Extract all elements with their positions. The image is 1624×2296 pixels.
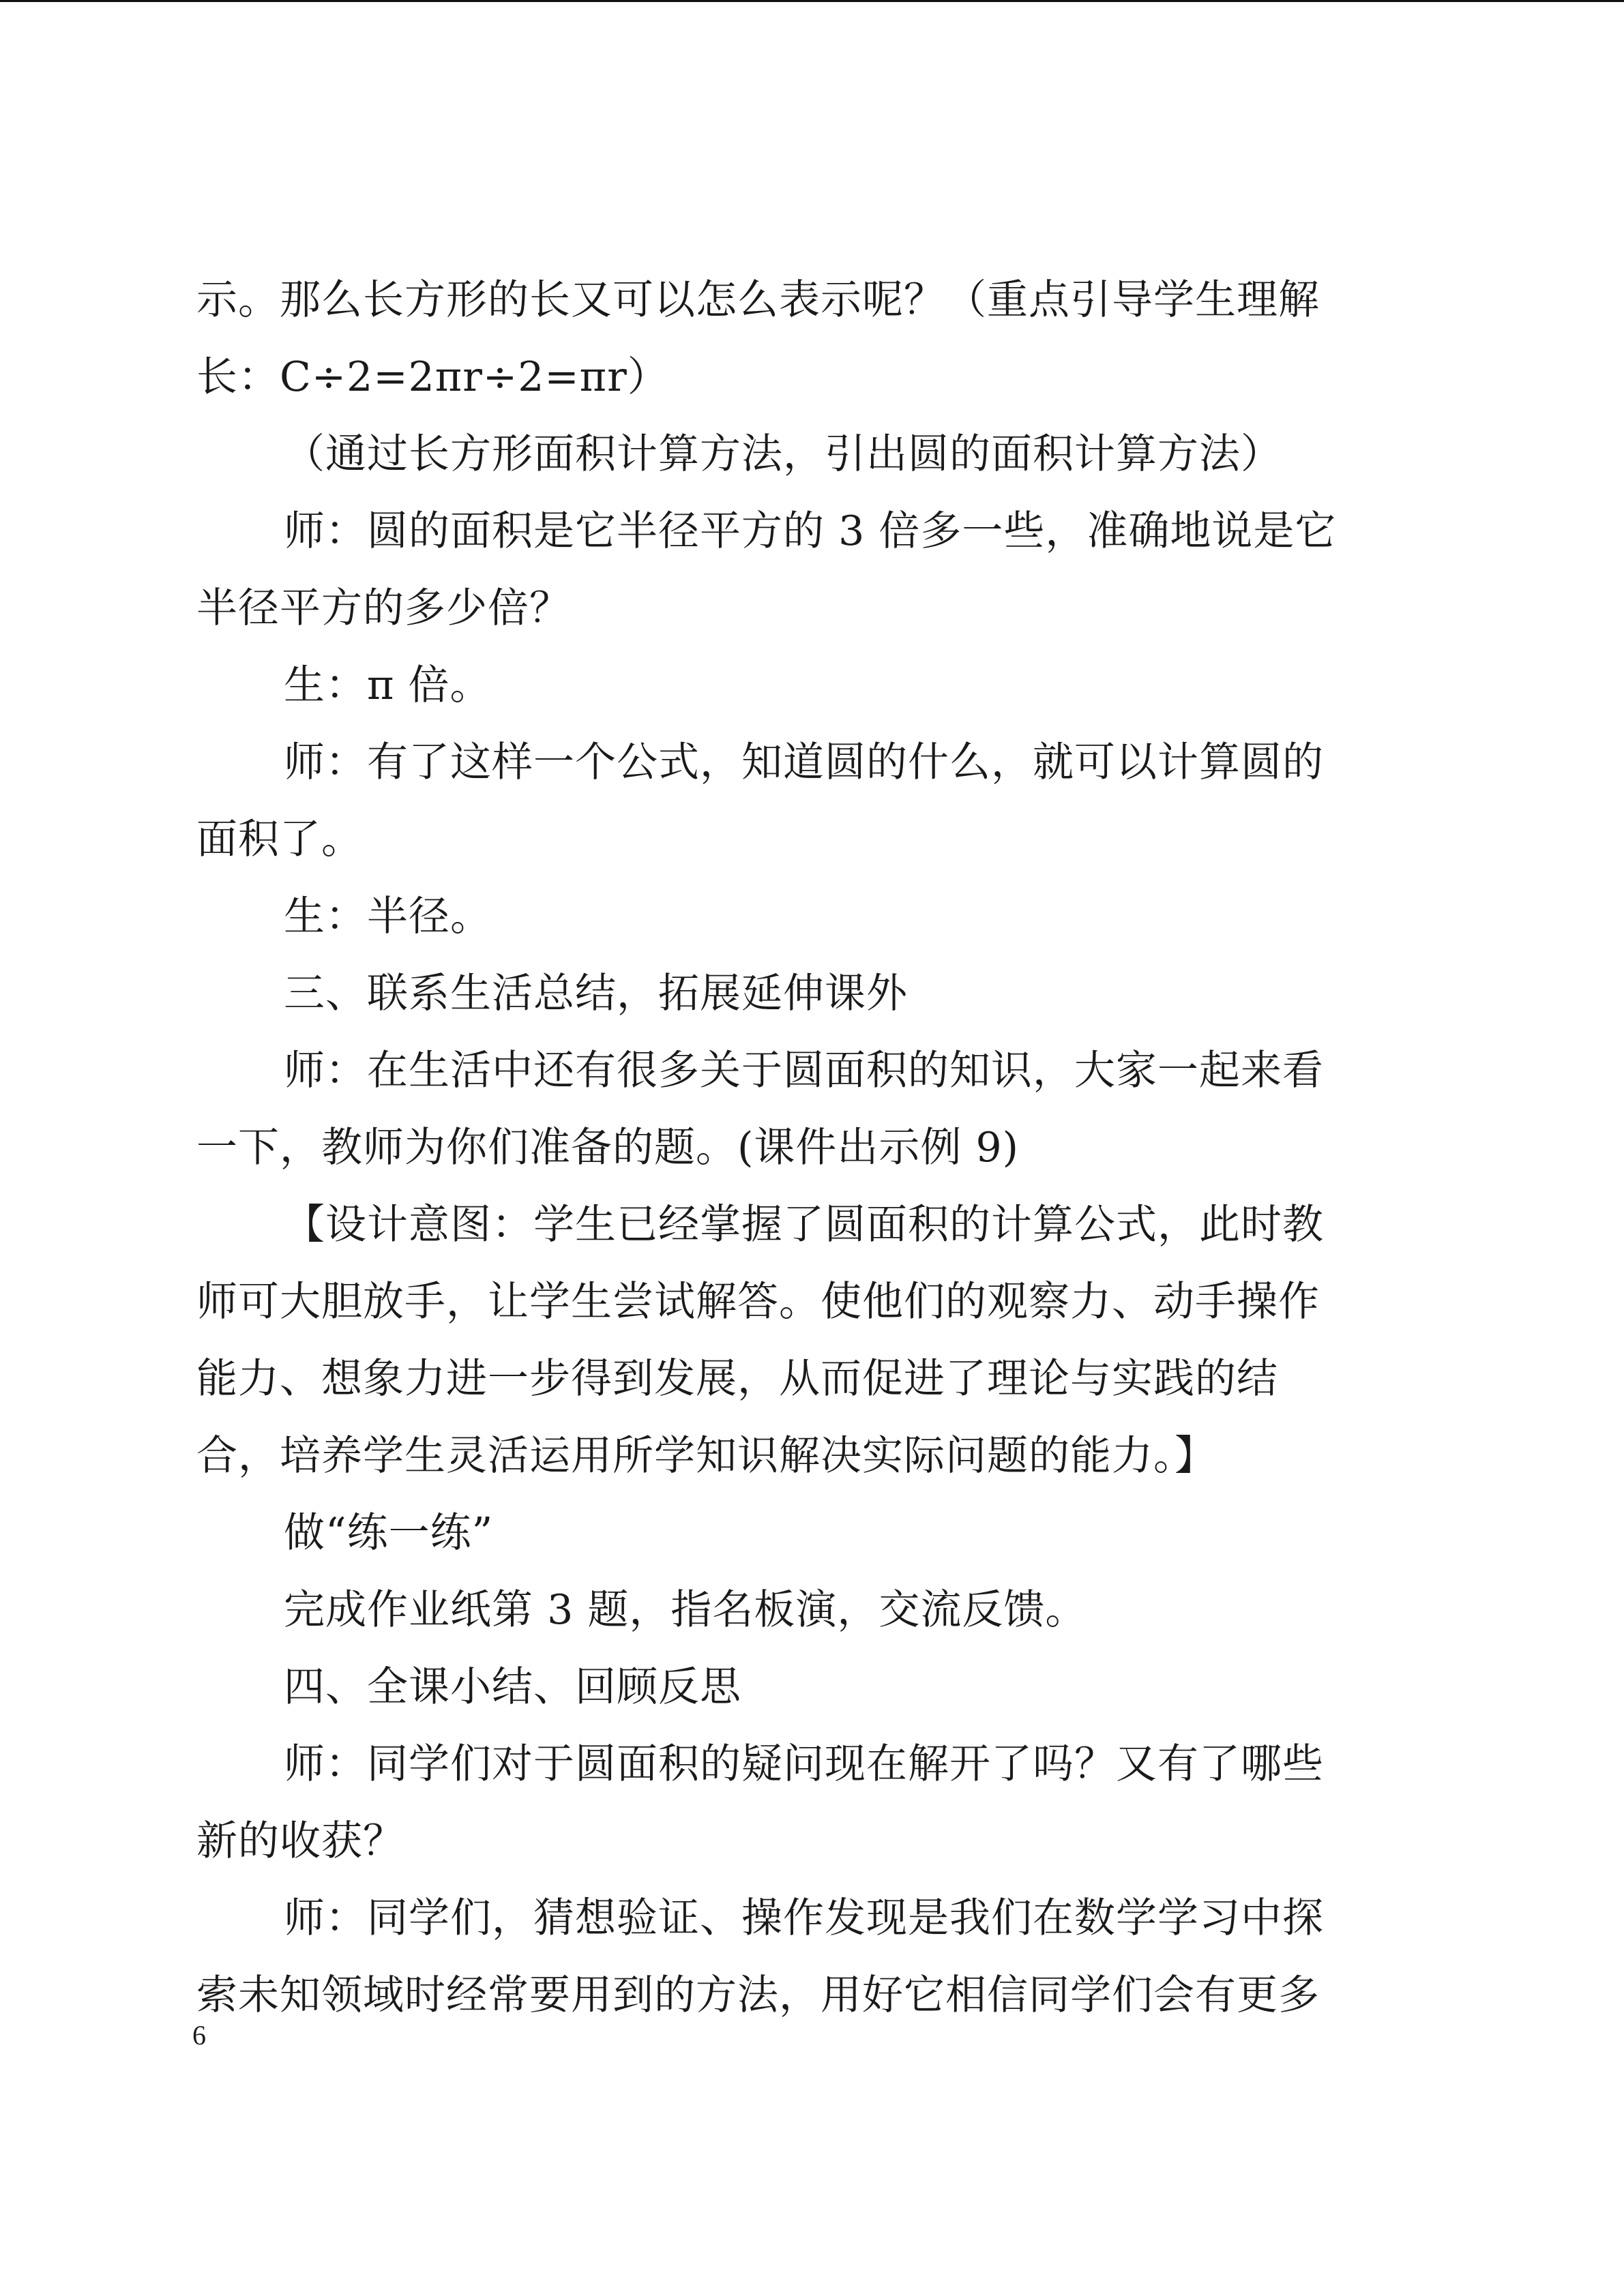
text-line-12: 一下，教师为你们准备的题。(课件出示例 9): [196, 1124, 1020, 1172]
top-border-line: [0, 0, 1624, 2]
text-line-9: 生：半径。: [284, 893, 492, 940]
text-line-2: 长：C÷2=2πr÷2=πr）: [196, 353, 669, 401]
section-heading-4: 四、全课小结、回顾反思: [284, 1663, 741, 1711]
text-line-5: 半径平方的多少倍？: [196, 584, 571, 632]
text-line-3: （通过长方形面积计算方法，引出圆的面积计算方法）: [284, 430, 1282, 478]
text-line-20: 师：同学们对于圆面积的疑问现在解开了吗？又有了哪些: [284, 1740, 1324, 1788]
text-line-17: 做“练一练”: [284, 1509, 494, 1557]
text-line-8: 面积了。: [196, 816, 363, 863]
page-number: 6: [192, 2020, 206, 2051]
design-intent-line-4: 合，培养学生灵活运用所学知识解决实际问题的能力。】: [196, 1432, 1216, 1480]
design-intent-line-1: 【设计意图：学生已经掌握了圆面积的计算公式，此时教: [284, 1201, 1324, 1249]
section-heading-3: 三、联系生活总结，拓展延伸课外: [284, 970, 908, 1017]
text-line-21: 新的收获？: [196, 1817, 404, 1865]
design-intent-line-3: 能力、想象力进一步得到发展，从而促进了理论与实践的结: [196, 1355, 1278, 1403]
text-line-4: 师：圆的面积是它半径平方的 3 倍多一些，准确地说是它: [284, 507, 1337, 555]
design-intent-line-2: 师可大胆放手，让学生尝试解答。使他们的观察力、动手操作: [196, 1278, 1320, 1326]
text-line-7: 师：有了这样一个公式，知道圆的什么，就可以计算圆的: [284, 739, 1324, 786]
text-line-23: 索未知领域时经常要用到的方法，用好它相信同学们会有更多: [196, 1971, 1320, 2019]
text-line-1: 示。那么长方形的长又可以怎么表示呢？（重点引导学生理解: [196, 276, 1320, 324]
text-line-18: 完成作业纸第 3 题，指名板演，交流反馈。: [284, 1586, 1087, 1634]
text-line-22: 师：同学们，猜想验证、操作发现是我们在数学学习中探: [284, 1894, 1324, 1942]
text-line-6: 生：π 倍。: [284, 661, 492, 709]
text-line-11: 师：在生活中还有很多关于圆面积的知识，大家一起来看: [284, 1047, 1324, 1094]
